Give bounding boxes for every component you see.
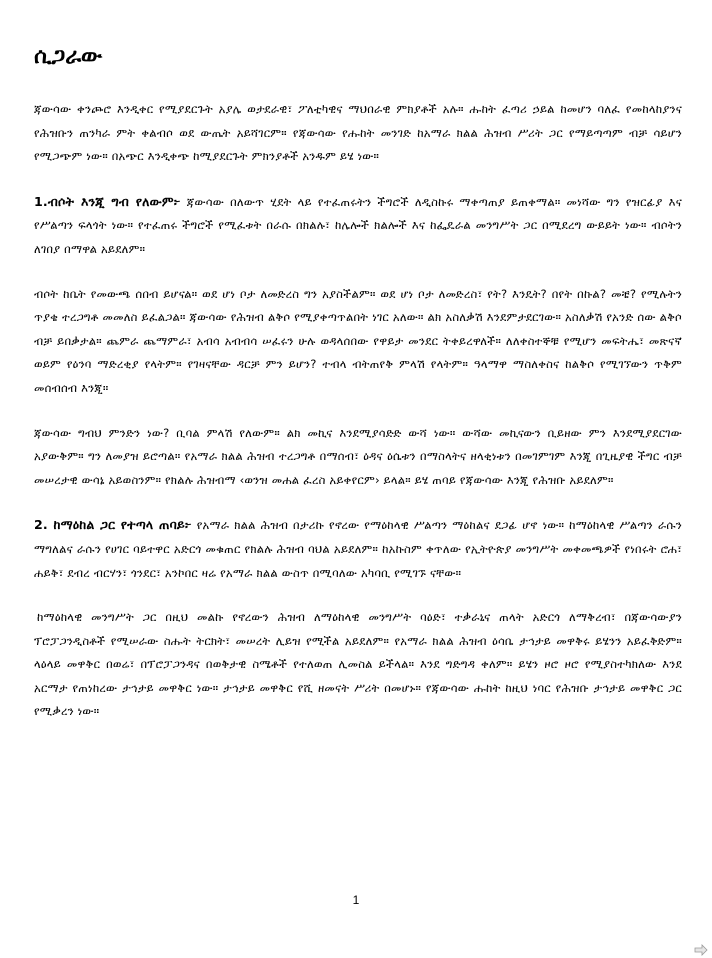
paragraph-text: የአማራ ክልል ሕዝብ በታሪኩ የኖረው የማዕከላዊ ሥልጣን ማዕከልና ደጋፊ ሆኖ ነው። ከማዕከላዊ ሥልጣን ራሱን ማግለልና ራሱን የሀገር ባይተዋር አድርጎ መቁጠር የክልሉ ሕዝብ ባህል አይደለም። ከአኩስም ቀጥለው የኢትዮጵያ መንግሥት መቀመጫዎች የነበሩት ሮሐ፣ ሐይቅ፣ ደብረ ብርሃን፣ ጎንደር፣ አንኮበር ዛሬ የአማራ ክልል ውስጥ በሚባለው አካባቢ የሚገኙ ናቸው። [34, 518, 682, 580]
section-heading: 2. ከማዕከል ጋር የተጣላ ጠባይ፦ [34, 517, 192, 533]
paragraph-section-1 [34, 190, 682, 262]
paragraph-section-2 [34, 513, 682, 585]
paragraph-text: ብሶት ከቤት የመውጫ ሰበብ ይሆናል። ወደ ሆነ ቦታ ለመድረስ ግን አያስችልም። ወደ ሆነ ቦታ ለመድረስ፣ የት? እንዴት? በየት በኩል? መቼ? የሚሉትን ጥያቄ ተረጋግቶ መመለስ ይፈልጋል። ጃውሳው የሕዝብ ልቅሶ የሚያቀጣጥልበት ነገር አለው። ልክ አስለቃሽ እንደምታደርገው። አስለቃሽ የአንድ ሰው ልቅሶ ብቻ ይበቃታል። ጨምራ ጨማምራ፣ አብሳ አብብሳ ሠፈሩን ሁሉ ወዳላሰበው የዋይታ መንደር ትቀይረዋለች። ለለቀስተኞቹ የሚሆን መፍትሔ፣ መጽናኛ ወይም የዕንባ ማድረቂያ የላትም። የገዛናቸው ዳርቻ ምን ይሆን? ተብላ ብትጠየቅ ምላሽ የላትም። ዓላማዋ ማስለቀስና ከልቅሶ የሚገኘውን ጥቅም መሰብሰብ እንጂ። [34, 286, 682, 395]
next-page-arrow-icon[interactable] [694, 944, 708, 956]
section-heading: 1.ብሶት እንጂ ግብ የለውም፦ [34, 193, 181, 209]
page-number: 1 [352, 893, 360, 907]
paragraph-text: ጃውሳው በለውጥ ሂደት ላይ የተፈጠሩትን ችግሮች ለዲስኩሩ ማቀጣጠያ ይጠቀማል። መነሻው ግን የዝርፊያ እና የሥልጣን ፍላጎት ነው። የተፈጠሩ ችግሮች የሚፈቱት በራሱ በክልሉ፣ ከሌሎች ክልሎች እና ከፌዴራል መንግሥት ጋር በሚደረግ ውይይት ነው። ብሶትን ለገበያ በማዋል አይደለም። [34, 194, 682, 256]
paragraph-center [34, 606, 682, 724]
paragraph-intro [34, 98, 682, 169]
paragraph-text: ጃውሳው ቀንጮሮ እንዲቀር የሚያደርጉት አያሌ ወታደራዊ፣ ፖለቲካዊና ማህበራዊ ምክያቶች አሉ። ሑከት ፈጣሪ ኃይል ከመሆን ባለፈ የመከላከያንና የሕዝቡን ጠንካራ ምት ቀልብሶ ወደ ውጤት አይሻገርም። የጃውሳው የሑከት መንገድ ከአማራ ክልል ሕዝብ ሥሪት ጋር የማይጣጣም ብቻ ሳይሆን የሚጋጭም ነው። በአጭር እንዲቀጭ ከሚያደርጉት ምክንያቶች አንዱም ይሄ ነው። [34, 102, 682, 164]
paragraph-goal [34, 422, 682, 493]
paragraph-text: ጃውሳው ግብህ ምንድን ነው? ቢባል ምላሽ የለውም። ልክ መኪና እንደሚያሳድድ ውሻ ነው። ውሻው መኪናውን ቢይዘው ምን እንደሚያደርገው አያውቅም። ግን ለመያዝ ይሮጣል። የአማራ ክልል ሕዝብ ተረጋግቶ በማሰብ፣ ዕዳና ዕሴቱን በማስላትና ዘላቂነቱን በመገምገም እንጂ በጊዜያዊ ችግር ብቻ መሠረታዊ ውሳኔ አይወስንም። የክልሉ ሕዝብማ ‹ወንዝ መሐል ፈረስ አይቀየርም› ይላል። ይሄ ጠባይ የጃውሳው እንጂ የሕዝቡ አይደለም። [34, 425, 682, 487]
paragraph-text: ከማዕከላዊ መንግሥት ጋር በዚህ መልኩ የኖረውን ሕዝብ ለማዕከላዊ መንግሥት ባዕድ፣ ተቃራኒና ጠላት አድርጎ ለማቅረብ፣ በጃውሳውያን ፕሮፓጋንዲስቶች የሚሠራው ስሑት ትርክት፣ መሠረት ሊይዝ የሚችል አይደለም። የአማራ ክልል ሕዝብ ዕሳቤ ታኅታይ መዋቅሩ ይሄንን አይፈቅድም። ላዕላይ መዋቅር በወሬ፣ በፕሮፓጋንዳና በወቅታዊ ስሜቶች የተለወጠ ሊመስል ይችላል። እንደ ግድግዳ ቀለም። ይሄን ዞሮ ዞሮ የሚያስተካክለው እንደ አርማታ የጠነከረው ታኅታይ መዋቅር ነው። ታኅታይ መዋቅር የሺ ዘመናት ሥሪት በመሆኑ። የጃውሳው ሑከት ከዚህ ነባር የሕዝቡ ታኅታይ መዋቅር ጋር የሚቃረን ነው። [34, 610, 682, 719]
paragraph-grievance [34, 283, 682, 401]
document-title: ሲጋራው [34, 44, 103, 69]
